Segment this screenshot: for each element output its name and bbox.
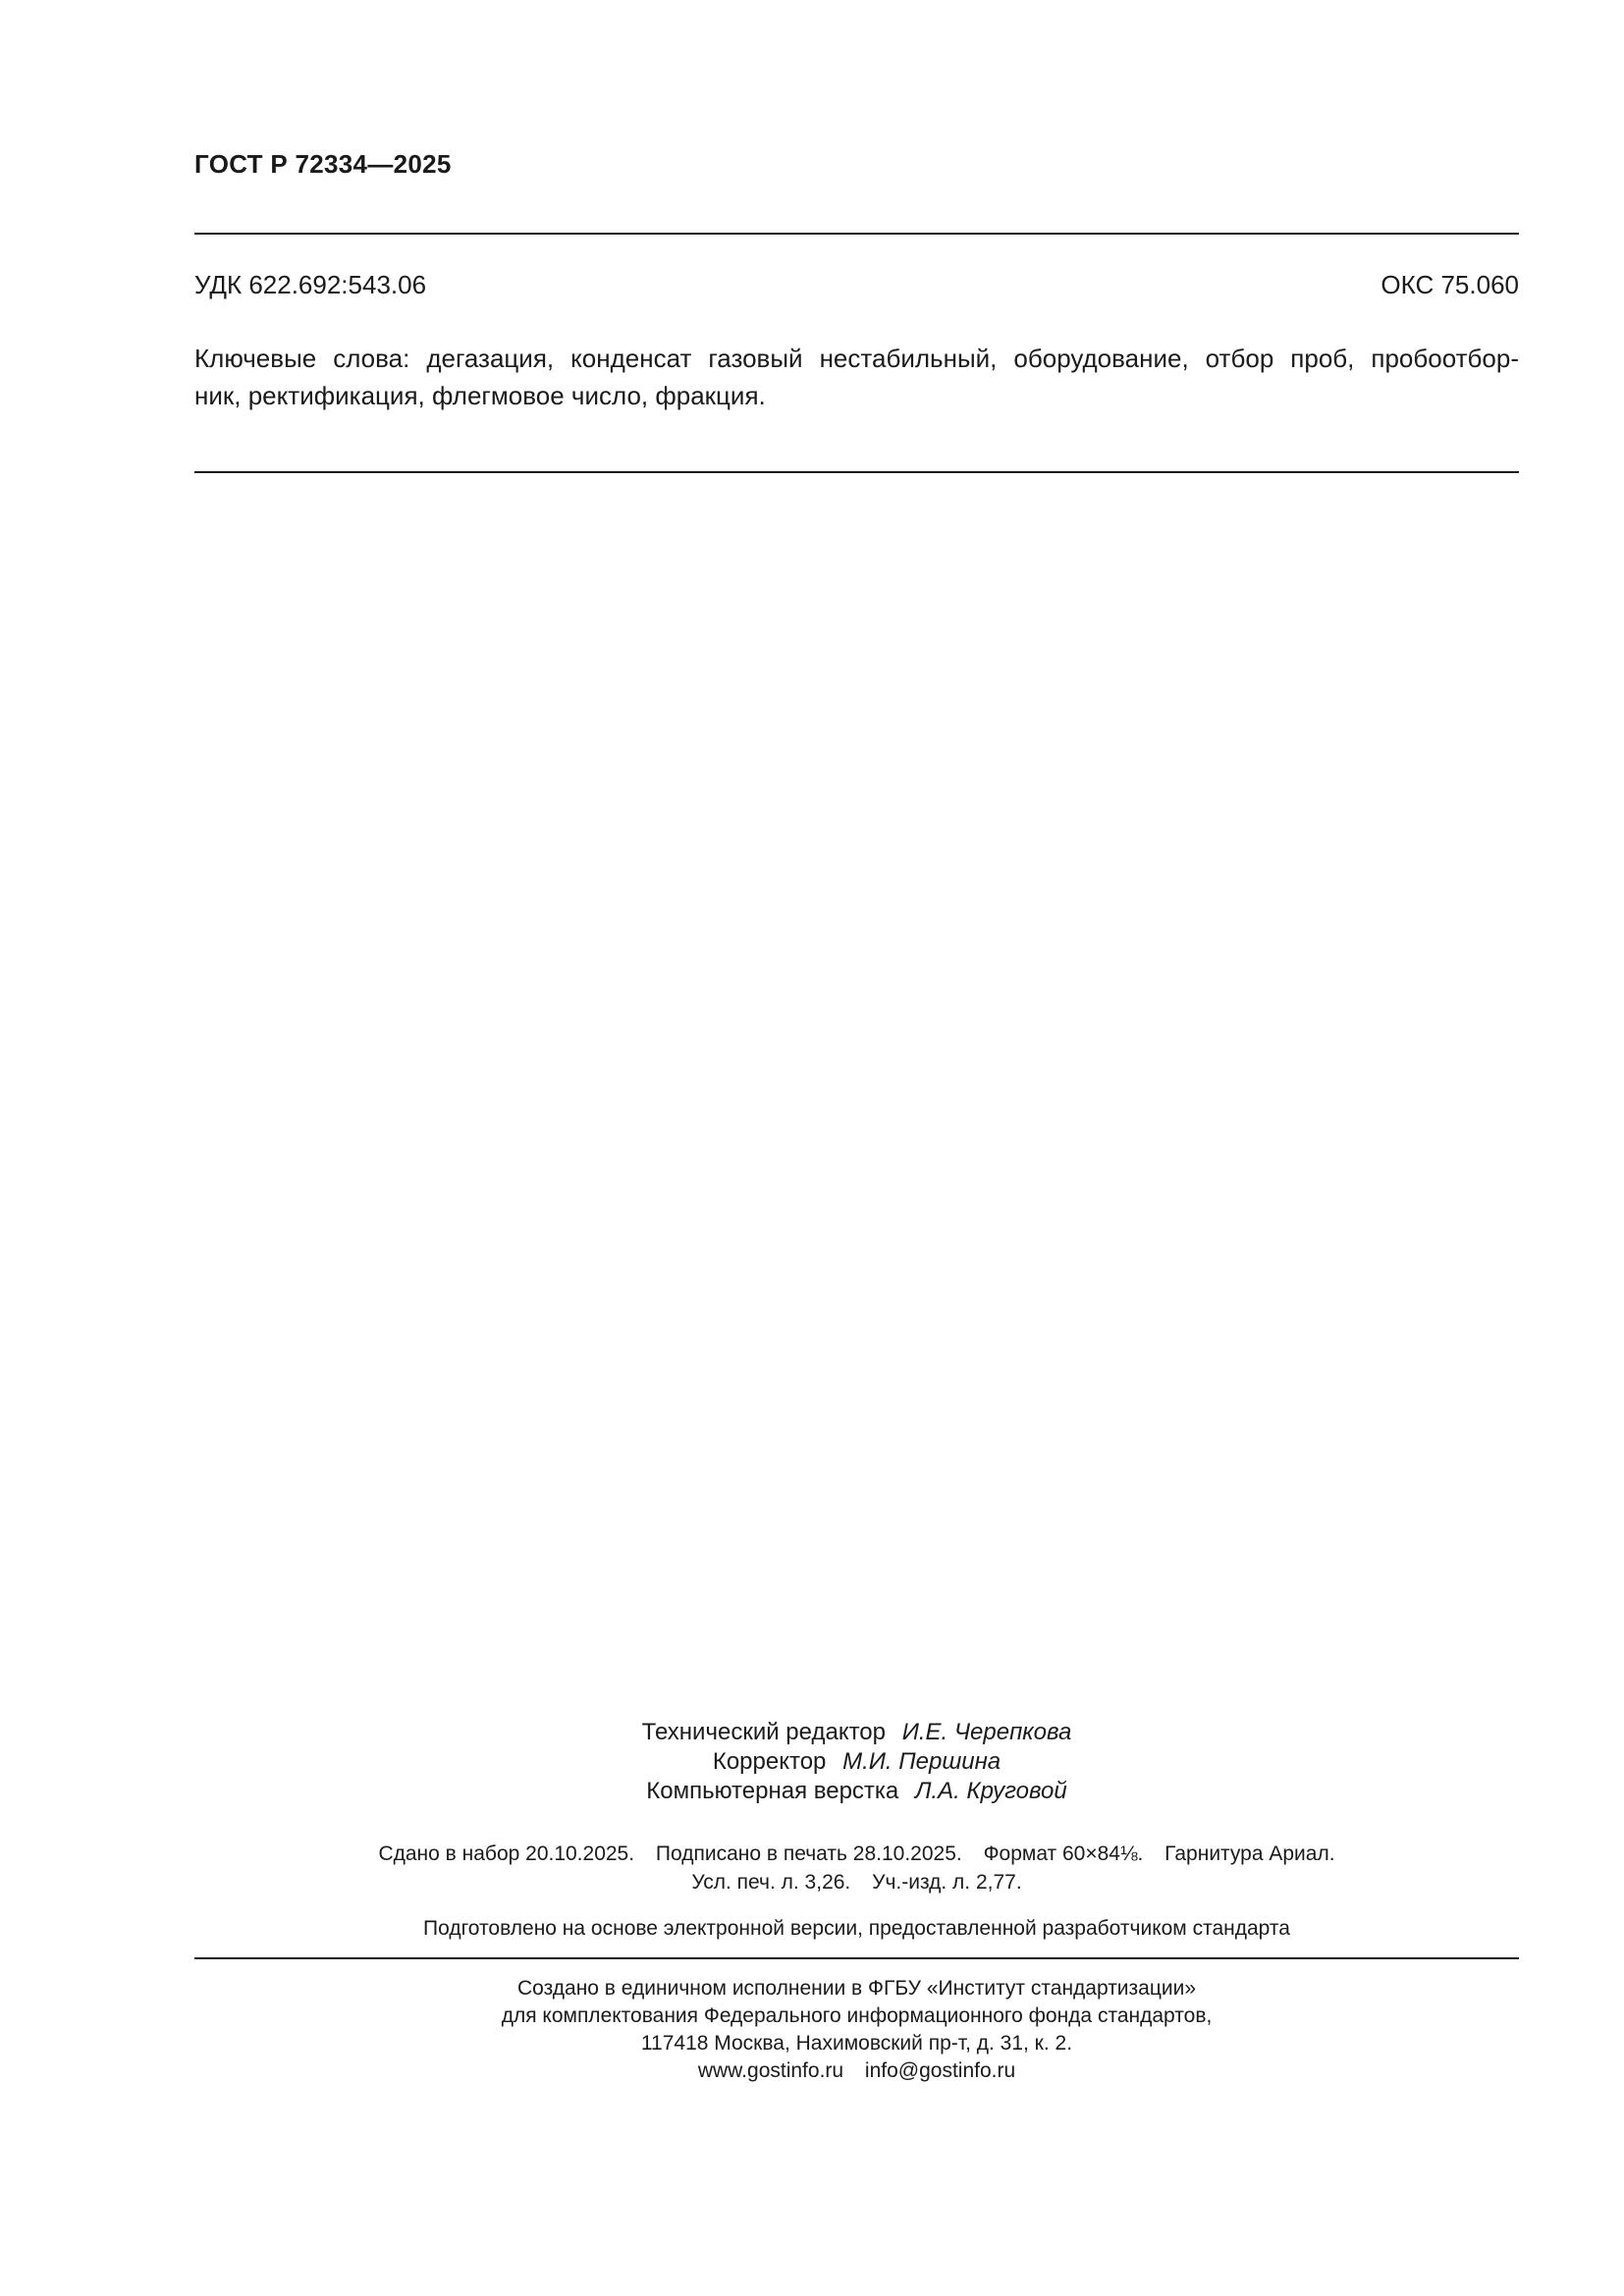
credit-name: И.Е. Черепкова (901, 1719, 1072, 1745)
submitted-date: Сдано в набор 20.10.2025. (378, 1842, 635, 1865)
email-link[interactable]: info@gostinfo.ru (864, 2059, 1016, 2082)
publisher-line-1: Создано в единичном исполнении в ФГБУ «Институт стандартизации» (516, 1977, 1197, 2000)
keywords-line-2: ник, ректификация, флегмовое число, фракция. (194, 381, 766, 410)
publisher-contacts (194, 2057, 1519, 2085)
print-info-block (194, 1840, 1519, 1896)
print-info-row-1 (194, 1840, 1519, 1868)
website-link[interactable]: www.gostinfo.ru (697, 2059, 844, 2082)
standard-number: ГОСТ Р 72334—2025 (194, 149, 452, 179)
credit-name: Л.А. Круговой (914, 1778, 1067, 1804)
keywords-block (194, 340, 1519, 414)
top-divider (194, 233, 1519, 235)
prepared-note: Подготовлено на основе электронной версии, предоставленной разработчиком стандарта (423, 1917, 1290, 1940)
credit-name: М.И. Першина (842, 1748, 1001, 1775)
credit-row-corrector (194, 1747, 1519, 1777)
printed-sheets: Усл. печ. л. 3,26. (691, 1871, 851, 1894)
oks-code: ОКС 75.060 (1380, 270, 1519, 299)
credit-role: Корректор (712, 1748, 827, 1775)
keywords-divider (194, 471, 1519, 473)
credit-role: Технический редактор (641, 1719, 887, 1745)
publisher-divider (194, 1957, 1519, 1959)
keywords-line-1: Ключевые слова: дегазация, конденсат газовый нестабильный, оборудование, отбор проб, пробоотбор- (194, 344, 1519, 373)
publisher-line-2: для комплектования Федерального информационного фонда стандартов, (501, 2004, 1213, 2027)
paper-format: Формат 60×84⅛. (983, 1842, 1144, 1865)
typeface: Гарнитура Ариал. (1164, 1842, 1335, 1865)
publisher-address: 117418 Москва, Нахимовский пр-т, д. 31, к. 2. (640, 2032, 1073, 2055)
publisher-block (194, 1975, 1519, 2085)
credit-row-layout (194, 1777, 1519, 1806)
signed-date: Подписано в печать 28.10.2025. (655, 1842, 962, 1865)
credits-block (194, 1718, 1519, 1806)
publishing-sheets: Уч.-изд. л. 2,77. (872, 1871, 1022, 1894)
udk-code: УДК 622.692:543.06 (194, 270, 427, 299)
credit-role: Компьютерная верстка (646, 1778, 899, 1804)
credit-row-editor (194, 1718, 1519, 1747)
print-info-row-2 (194, 1868, 1519, 1896)
